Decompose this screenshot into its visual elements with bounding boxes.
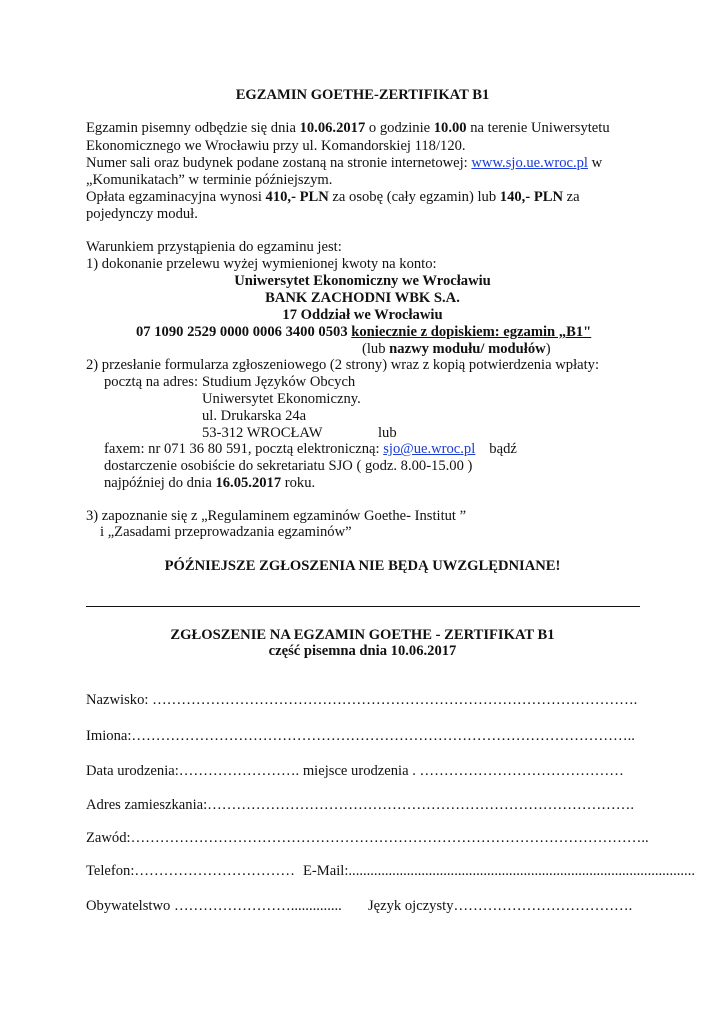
condition-2: 2) przesłanie formularza zgłoszeniowego (2 strony) wraz z kopią potwierdzenia wpłaty: <box>86 357 600 373</box>
or-text: bądź <box>489 441 517 457</box>
intro-text: za osobę (cały egzamin) lub <box>328 189 500 205</box>
fax-text: faxem: nr 071 36 80 591, pocztą elektroniczną: <box>104 441 384 457</box>
first-names-field[interactable]: Imiona:………………………………………………………………………………………….. <box>86 728 635 744</box>
divider <box>86 606 640 607</box>
account-note: koniecznie z dopiskiem: egzamin „B1" <box>351 324 592 340</box>
intro-line-4: „Komunikatach” w terminie późniejszym. <box>86 172 333 188</box>
fee-full: 410,- PLN <box>265 189 329 205</box>
deadline-text: roku. <box>281 475 316 491</box>
form-title: ZGŁOSZENIE NA EGZAMIN GOETHE - ZERTIFIKAT B1 <box>170 627 555 643</box>
page-title: EGZAMIN GOETHE-ZERTIFIKAT B1 <box>235 87 490 103</box>
exam-hour: 10.00 <box>433 120 467 136</box>
email-link[interactable]: sjo@ue.wroc.pl <box>383 441 476 457</box>
bank-account-holder: Uniwersytet Ekonomiczny we Wrocławiu <box>234 273 491 289</box>
fee-module: 140,- PLN <box>499 189 564 205</box>
bank-branch: 17 Oddział we Wrocławiu <box>282 307 443 323</box>
intro-line-6: pojedynczy moduł. <box>86 206 198 222</box>
bank-name: BANK ZACHODNI WBK S.A. <box>265 290 460 306</box>
address-field[interactable]: Adres zamieszkania:……………………………………………………………………………. <box>86 797 635 813</box>
intro-line-3 <box>86 154 602 172</box>
intro-text: Opłata egzaminacyjna wynosi <box>86 189 266 205</box>
phone-field[interactable]: Telefon:…………………………… <box>86 863 295 879</box>
or-text: lub <box>378 425 397 441</box>
condition-3: 3) zapoznanie się z „Regulaminem egzaminów Goethe- Institut ” <box>86 508 467 524</box>
deadline-date: 16.05.2017 <box>215 475 282 491</box>
late-warning: PÓŹNIEJSZE ZGŁOSZENIA NIE BĘDĄ UWZGLĘDNIANE! <box>164 558 561 574</box>
fax-email-line <box>104 440 517 458</box>
personal-delivery: dostarczenie osobiście do sekretariatu SJO ( godz. 8.00-15.00 ) <box>104 458 473 474</box>
citizenship-field[interactable]: Obywatelstwo …………………….............. <box>86 898 342 914</box>
intro-text: za <box>563 189 580 205</box>
account-line <box>136 323 591 341</box>
note-text: ) <box>545 341 551 357</box>
profession-field[interactable]: Zawód:…………………………………………………………………………………………….. <box>86 830 649 846</box>
intro-text: na terenie Uniwersytetu <box>466 120 610 136</box>
form-subtitle: część pisemna dnia 10.06.2017 <box>268 643 457 659</box>
address-line-2: Uniwersytet Ekonomiczny. <box>202 391 361 407</box>
condition-1: 1) dokonanie przelewu wyżej wymienionej kwoty na konto: <box>86 256 437 272</box>
post-label: pocztą na adres: <box>104 374 198 390</box>
intro-line-5 <box>86 188 580 206</box>
intro-line-1 <box>86 119 610 137</box>
exam-date: 10.06.2017 <box>299 120 366 136</box>
deadline-text: najpóźniej do dnia <box>104 475 216 491</box>
condition-3-cont: i „Zasadami przeprowadzania egzaminów” <box>100 524 352 540</box>
deadline-line <box>104 474 315 492</box>
conditions-heading: Warunkiem przystąpienia do egzaminu jest: <box>86 239 342 255</box>
surname-field[interactable]: Nazwisko: ………………………………………………………………………………………. <box>86 692 638 708</box>
note-text: (lub <box>362 341 390 357</box>
intro-text: Egzamin pisemny odbędzie się dnia <box>86 120 300 136</box>
address-line-4: 53-312 WROCŁAW <box>202 425 323 441</box>
native-language-field[interactable]: Język ojczysty………………………………. <box>368 898 633 914</box>
website-link[interactable]: www.sjo.ue.wroc.pl <box>471 155 588 171</box>
email-field[interactable]: E-Mail:............................................................................................... <box>303 863 695 879</box>
note-text-bold: nazwy modułu/ modułów <box>389 341 546 357</box>
account-number: 07 1090 2529 0000 0006 3400 0503 <box>136 324 348 340</box>
intro-line-2: Ekonomicznego we Wrocławiu przy ul. Komandorskiej 118/120. <box>86 138 466 154</box>
address-line-1: Studium Języków Obcych <box>202 374 356 390</box>
intro-text: o godzinie <box>365 120 434 136</box>
birth-field[interactable]: Data urodzenia:……………………. miejsce urodzenia . …………………………………… <box>86 763 624 779</box>
address-line-3: ul. Drukarska 24a <box>202 408 307 424</box>
intro-text: Numer sali oraz budynek podane zostaną na stronie internetowej: <box>86 155 472 171</box>
intro-text: w <box>587 155 603 171</box>
